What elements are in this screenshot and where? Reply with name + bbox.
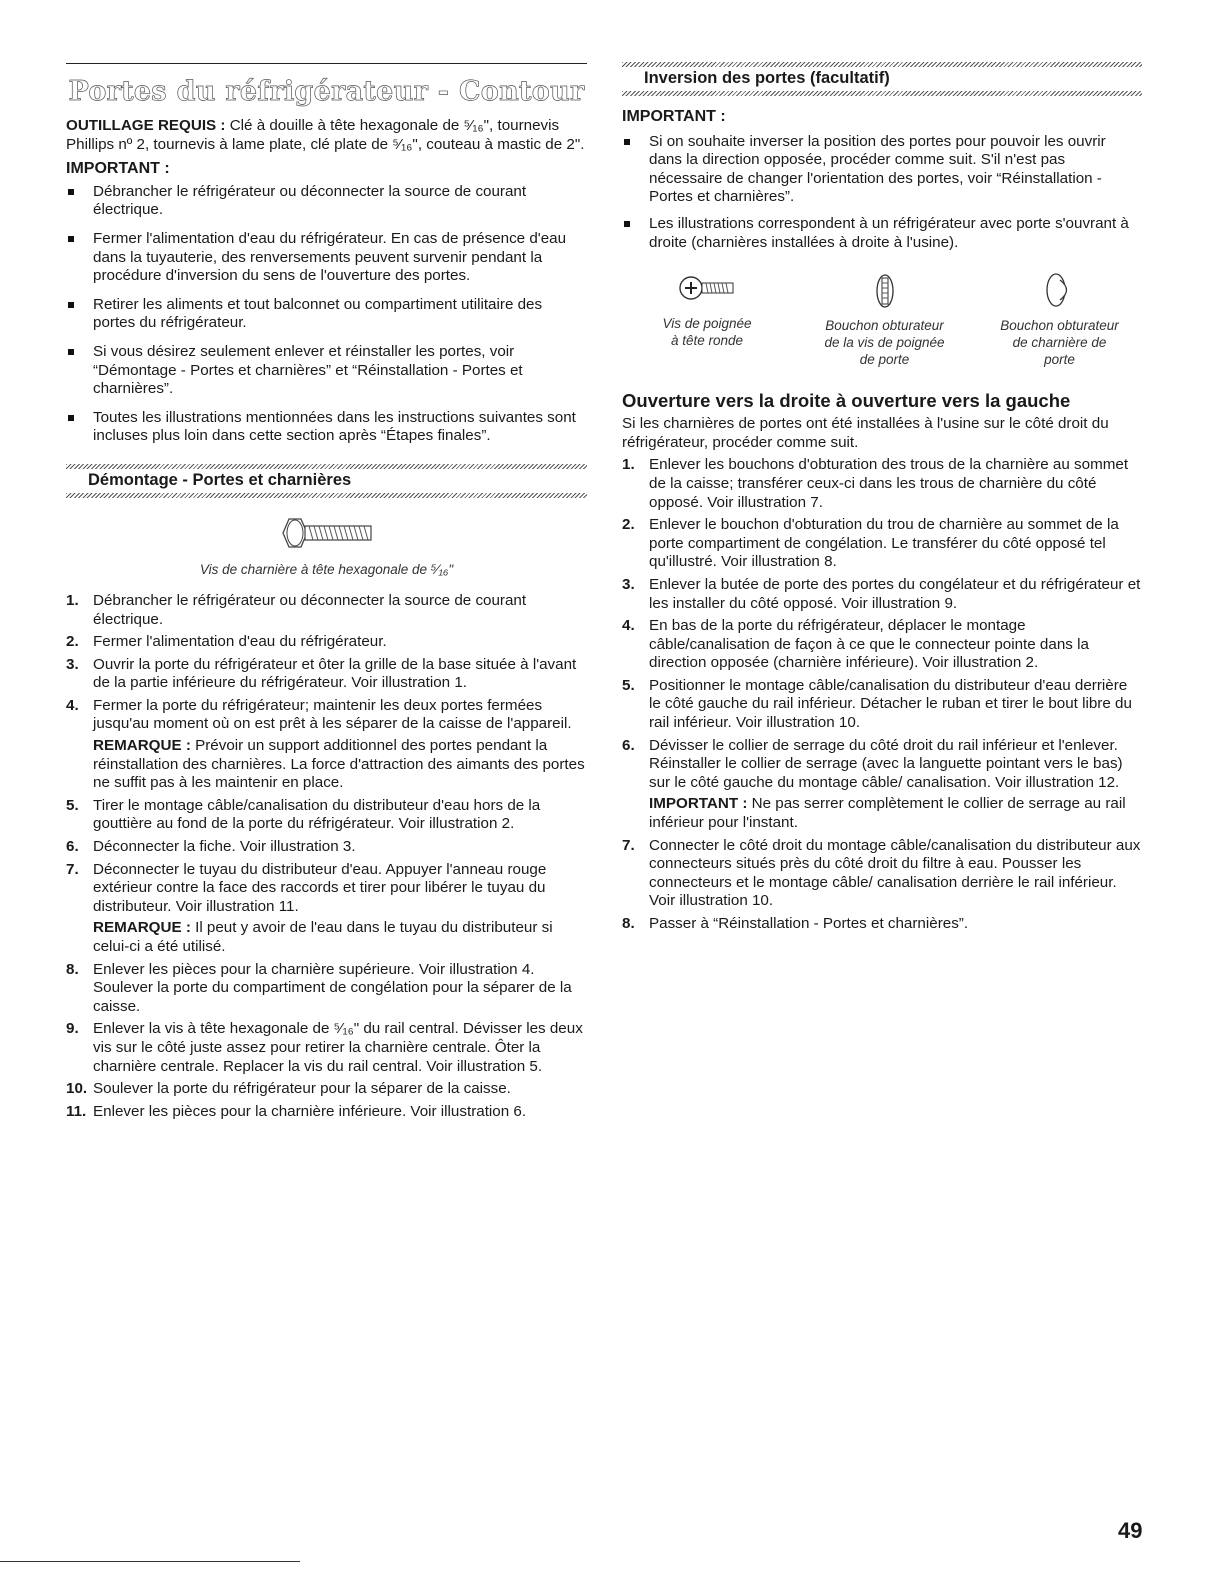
reversal-list <box>622 133 1142 253</box>
list-item: 8. Enlever les pièces pour la charnière supérieure. Voir illustration 4. Soulever la porte du compartiment de congélation pour la séparer de la caisse. <box>66 960 572 1015</box>
list-item: 8. Passer à “Réinstallation - Portes et charnières”. <box>622 915 969 932</box>
list-item: Si vous désirez seulement enlever et réinstaller les portes, voir “Démontage - Portes et charnières” et “Réinstallation - Portes et charnières”. <box>66 343 587 399</box>
remark-note: REMARQUE : Prévoir un support additionnel des portes pendant la réinstallation des charnières. La force d'attraction des aimants des portes ne suffit pas à les maintenir en place. <box>93 737 585 792</box>
round-head-screw-icon <box>677 270 737 306</box>
important-note: IMPORTANT : Ne pas serrer complètement le collier de serrage au rail inférieur pour l'instant. <box>649 795 1126 832</box>
list-item: Fermer l'alimentation d'eau du réfrigérateur. En cas de présence d'eau dans la tuyauterie, des renversements peuvent survenir pendant la procédure d'inversion du sens de l'ouverture des portes. <box>66 230 587 286</box>
hatch-rule <box>66 493 587 498</box>
tools-text: Clé à douille à tête hexagonale de ⁵⁄₁₆", tournevis Phillips nº 2, tournevis à lame plate, clé plate de ⁵⁄₁₆", couteau à mastic de 2". <box>66 117 585 153</box>
list-item: 9. Enlever la vis à tête hexagonale de ⁵⁄₁₆" du rail central. Dévisser les deux vis sur le côté juste assez pour retirer la charnière centrale. Ôter la charnière centrale. Replacer la vis du rail central. Voir illustration 5. <box>66 1020 583 1075</box>
hex-screw-caption: Vis de charnière à tête hexagonale de ⁵⁄₁₆" <box>199 561 454 577</box>
list-item: 3. Enlever la butée de porte des portes du congélateur et du réfrigérateur et les installer du côté opposé. Voir illustration 9. <box>622 575 1141 612</box>
tools-label: OUTILLAGE REQUIS : <box>66 117 226 134</box>
list-item: 4. Fermer la porte du réfrigérateur; maintenir les deux portes fermées jusqu'au moment où on est prêt à les séparer de la caisse de l'appareil. REMARQUE : Prévoir un support additionnel des portes pendant la réinstallation des charnières. La force d'attraction des aimants des portes ne suffit pas à les maintenir en place. <box>66 697 587 793</box>
list-item: 4. En bas de la porte du réfrigérateur, déplacer le montage câble/canalisation de façon à ce que le connecteur pointe dans la direction opposée (charnière inférieure). Voir illustration 2. <box>622 617 1089 672</box>
left-column <box>66 117 587 1121</box>
list-item: 7. Connecter le côté droit du montage câble/canalisation du distributeur aux connecteurs situés près du côté droit du filtre à eau. Pousser les connecteurs et le montage câble/ canalisation derrière le rail inférieur. Voir illustration 10. <box>622 836 1141 910</box>
list-item: 5. Positionner le montage câble/canalisation du distributeur d'eau derrière le côté gauche du rail inférieur. Détacher le ruban et tirer le bout libre du rail inférieur. Voir illustration 10. <box>622 676 1132 732</box>
reversal-header <box>622 62 1142 96</box>
list-item: 1. Enlever les bouchons d'obturation des trous de la charnière au sommet de la caisse; transférer ceux-ci dans les trous de charnière du côté opposé. Voir illustration 7. <box>622 456 1129 511</box>
list-item: 5. Tirer le montage câble/canalisation du distributeur d'eau hors de la gouttière au fond de la porte du réfrigérateur. Voir illustration 2. <box>66 796 541 833</box>
round-head-screw-caption: Vis de poignée à tête ronde <box>662 316 752 349</box>
page-number: 49 <box>1118 1518 1143 1543</box>
remark-note: REMARQUE : Il peut y avoir de l'eau dans le tuyau du distributeur si celui-ci a été utilisé. <box>93 919 553 955</box>
right-left-steps <box>622 456 1142 933</box>
list-item: 1. Débrancher le réfrigérateur ou déconnecter la source de courant électrique. <box>66 591 527 628</box>
removal-steps <box>66 592 587 1121</box>
important-list <box>66 183 587 446</box>
removal-header <box>66 464 587 498</box>
list-item: 7. Déconnecter le tuyau du distributeur d'eau. Appuyer l'anneau rouge extérieur contre la face des raccords et tirer pour libérer le tuyau du distributeur. Voir illustration 11. REMARQUE : Il peut y avoir de l'eau dans le tuyau du distributeur si celui-ci a été utilisé. <box>66 861 587 957</box>
removal-heading: Démontage - Portes et charnières <box>88 470 352 489</box>
list-item: Retirer les aliments et tout balconnet ou compartiment utilitaire des portes du réfrigérateur. <box>66 296 587 333</box>
right-left-intro: Si les charnières de portes ont été installées à l'usine sur le côté droit du réfrigérateur, procéder comme suit. <box>622 415 1109 451</box>
right-left-heading: Ouverture vers la droite à ouverture vers la gauche <box>622 390 1071 412</box>
list-item: 6. Déconnecter la fiche. Voir illustration 3. <box>66 838 356 856</box>
list-item: Les illustrations correspondent à un réfrigérateur avec porte s'ouvrant à droite (charnières installées à droite à l'usine). <box>622 215 1142 252</box>
round-head-screw-figure <box>622 270 792 368</box>
list-item: 6. Dévisser le collier de serrage du côté droit du rail inférieur et l'enlever. Réinstaller le collier de serrage (avec la languette pointant vers le bas) sur le côté gauche du montage câble/ canalisation. Voir illustration 12. IMPORTANT : Ne pas serrer complètement le collier de serrage au rail inférieur pour l'instant. <box>622 737 1142 833</box>
list-item: 11. Enlever les pièces pour la charnière inférieure. Voir illustration 6. <box>66 1102 527 1120</box>
important-label: IMPORTANT : <box>66 160 170 178</box>
bottom-rule <box>0 1561 300 1562</box>
list-item: 3. Ouvrir la porte du réfrigérateur et ôter la grille de la base située à l'avant de la partie inférieure du réfrigérateur. Voir illustration 1. <box>66 655 577 692</box>
hex-screw-figure <box>66 516 587 578</box>
handle-screw-plug-figure <box>795 270 975 368</box>
handle-screw-plug-icon <box>870 270 900 310</box>
list-item: Débrancher le réfrigérateur ou déconnecter la source de courant électrique. <box>66 183 587 220</box>
list-item: 10. Soulever la porte du réfrigérateur pour la séparer de la caisse. <box>66 1080 511 1098</box>
important-label: IMPORTANT : <box>622 108 726 125</box>
hinge-plug-caption: Bouchon obturateur de charnière de porte <box>1000 318 1119 368</box>
top-rule <box>66 63 587 64</box>
handle-screw-plug-caption: Bouchon obturateur de la vis de poignée de porte <box>824 318 945 368</box>
hinge-plug-icon <box>1043 270 1077 310</box>
right-column <box>622 62 1142 934</box>
tools-paragraph <box>66 117 587 154</box>
list-item: 2. Enlever le bouchon d'obturation du trou de charnière au sommet de la porte compartiment de congélation. Le transférer du côté opposé tel qu'illustré. Voir illustration 8. <box>622 516 1119 571</box>
list-item: Toutes les illustrations mentionnées dans les instructions suivantes sont incluses plus loin dans cette section après “Étapes finales”. <box>66 409 587 446</box>
list-item: 2. Fermer l'alimentation d'eau du réfrigérateur. <box>66 633 387 651</box>
list-item: Si on souhaite inverser la position des portes pour pouvoir les ouvrir dans la direction opposée, procéder comme suit. S'il n'est pas nécessaire de changer l'orientation des portes, voir “Réinstallation - Portes et charnières”. <box>622 133 1142 207</box>
reversal-heading: Inversion des portes (facultatif) <box>644 69 890 87</box>
hex-screw-icon <box>279 516 375 550</box>
hatch-rule <box>622 91 1142 96</box>
page-title: Portes du réfrigérateur - Contour <box>68 76 585 107</box>
hinge-plug-figure <box>977 270 1142 368</box>
parts-figure <box>622 270 1142 368</box>
